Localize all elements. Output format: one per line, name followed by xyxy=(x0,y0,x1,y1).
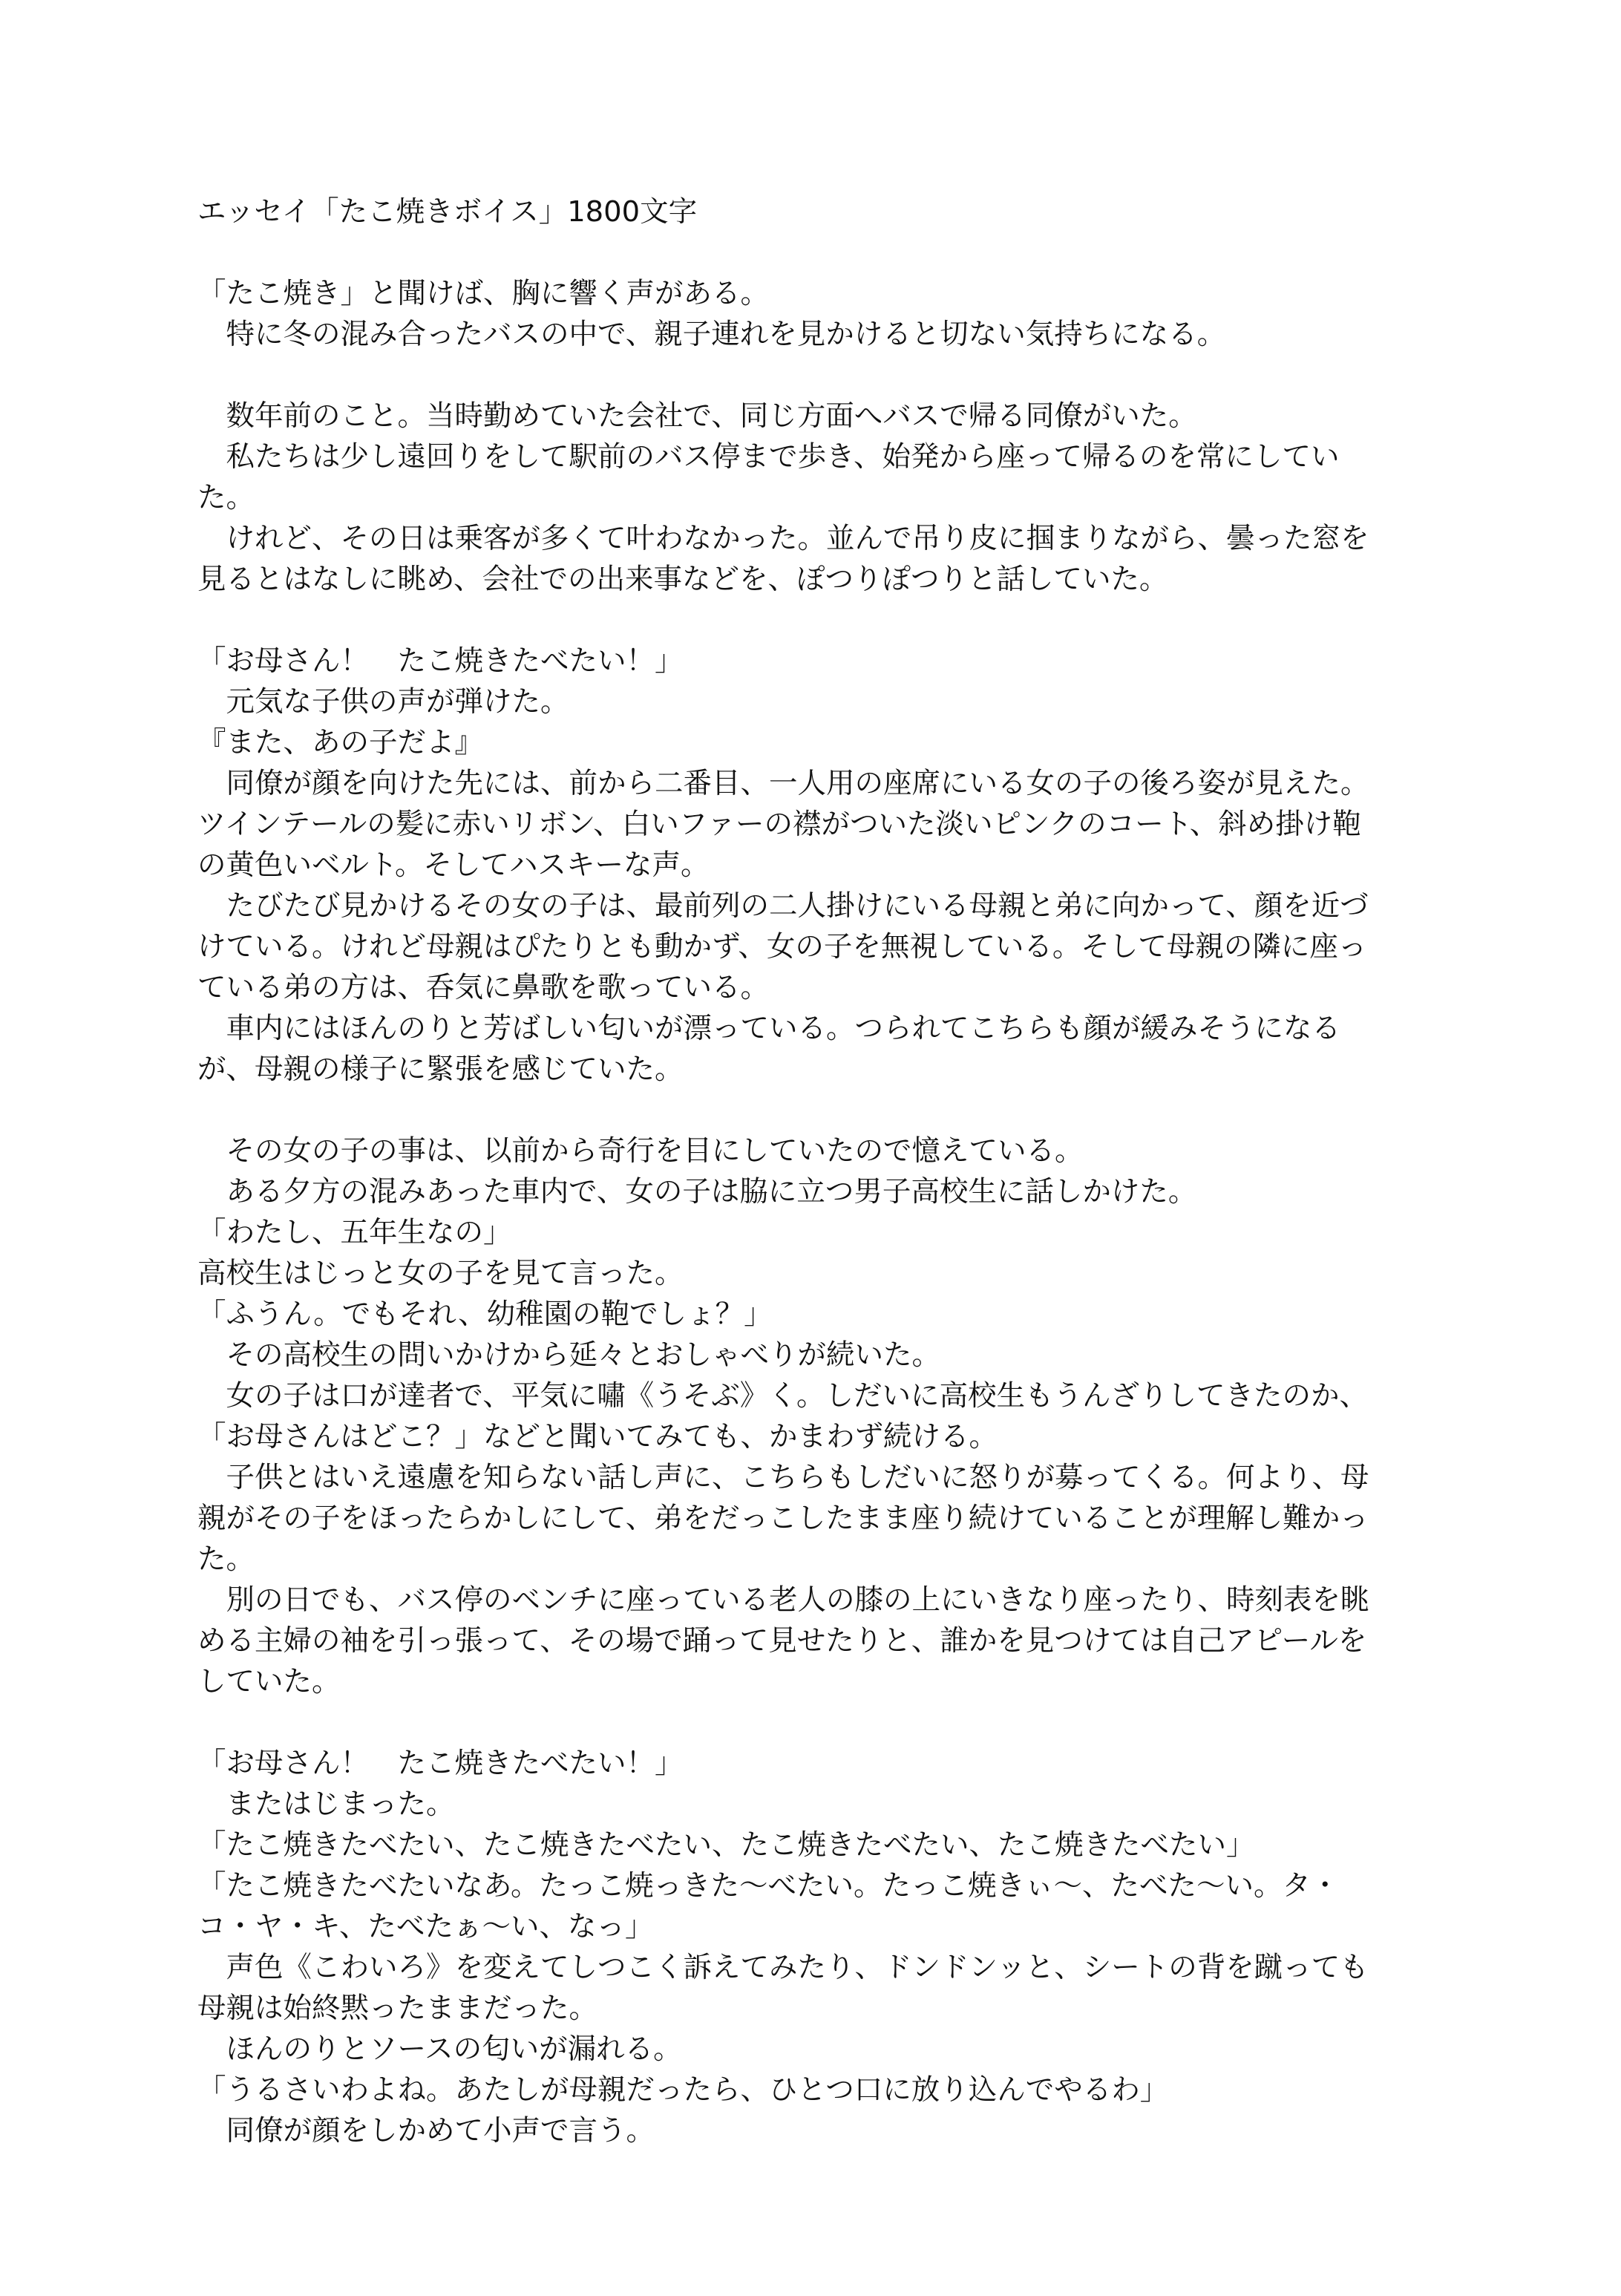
paragraph-5 xyxy=(197,1743,1459,2151)
text-line: たびたび見かけるその女の子は、最前列の二人掛けにいる母親と弟に向かって、顔を近づ xyxy=(197,889,1369,923)
text-line: またはじまった。 xyxy=(197,1788,455,1821)
text-line: けている。けれど母親はぴたりとも動かず、女の子を無視している。そして母親の隣に座っ xyxy=(197,930,1367,964)
text-line: 声色《こわいろ》を変えてしつこく訴えてみたり、ドンドンッと、シートの背を蹴っても xyxy=(197,1951,1369,1984)
text-line: 元気な子供の声が弾けた。 xyxy=(197,685,569,719)
paragraph-gap xyxy=(197,600,1459,641)
text-line: 「わたし、五年生なの」 xyxy=(197,1216,512,1249)
paragraph-4 xyxy=(197,1131,1459,1702)
text-line: 「お母さんはどこ？」などと聞いてみても、かまわず続ける。 xyxy=(197,1420,998,1453)
document-title: エッセイ「たこ焼きボイス」1800文字 xyxy=(197,195,698,229)
text-line: ある夕方の混みあった車内で、女の子は脇に立つ男子高校生に話しかけた。 xyxy=(197,1175,1197,1208)
paragraph-gap xyxy=(197,1090,1459,1131)
text-line: 「お母さん！ たこ焼きたべたい！」 xyxy=(197,644,684,678)
document-page xyxy=(197,192,1459,2151)
text-line: その女の子の事は、以前から奇行を目にしていたので憶えている。 xyxy=(197,1134,1084,1168)
text-line: 見るとはなしに眺め、会社での出来事などを、ぽつりぽつりと話していた。 xyxy=(197,563,1168,596)
text-line: 同僚が顔を向けた先には、前から二番目、一人用の座席にいる女の子の後ろ姿が見えた。 xyxy=(197,767,1369,800)
text-line: た。 xyxy=(197,481,255,514)
text-line: けれど、その日は乗客が多くて叶わなかった。並んで吊り皮に掴まりながら、曇った窓を xyxy=(197,522,1369,555)
text-line: 「たこ焼きたべたいなあ。たっこ焼っきた〜べたい。たっこ焼きぃ〜、たべた〜い。タ・ xyxy=(197,1869,1340,1903)
paragraph-3 xyxy=(197,641,1459,1090)
text-line: 「たこ焼き」と聞けば、胸に響く声がある。 xyxy=(197,277,770,310)
text-line: 子供とはいえ遠慮を知らない話し声に、こちらもしだいに怒りが募ってくる。何より、母 xyxy=(197,1461,1369,1494)
text-line: 女の子は口が達者で、平気に嘯《うそぶ》く。しだいに高校生もうんざりしてきたのか、 xyxy=(197,1379,1368,1413)
text-line: していた。 xyxy=(197,1665,341,1698)
paragraph-gap xyxy=(197,355,1459,396)
text-line: の黄色いベルト。そしてハスキーな声。 xyxy=(197,848,710,882)
paragraph-gap xyxy=(197,1702,1459,1743)
text-line: 『また、あの子だよ』 xyxy=(197,726,484,759)
text-line: た。 xyxy=(197,1543,255,1576)
text-line: 親がその子をほったらかしにして、弟をだっこしたまま座り続けていることが理解し難かっ xyxy=(197,1502,1369,1535)
text-line: 同僚が顔をしかめて小声で言う。 xyxy=(197,2114,655,2148)
paragraph-1 xyxy=(197,273,1459,355)
text-line: ている弟の方は、呑気に鼻歌を歌っている。 xyxy=(197,971,770,1004)
text-line: 高校生はじっと女の子を見て言った。 xyxy=(197,1257,684,1290)
text-line: 数年前のこと。当時勤めていた会社で、同じ方面へバスで帰る同僚がいた。 xyxy=(197,399,1197,433)
text-line: が、母親の様子に緊張を感じていた。 xyxy=(197,1053,684,1086)
text-line: 別の日でも、バス停のベンチに座っている老人の膝の上にいきなり座ったり、時刻表を眺 xyxy=(197,1583,1369,1617)
text-line: 私たちは少し遠回りをして駅前のバス停まで歩き、始発から座って帰るのを常にしてい xyxy=(197,440,1340,474)
text-line: 「ふうん。でもそれ、幼稚園の鞄でしょ？」 xyxy=(197,1298,773,1331)
text-line: 特に冬の混み合ったバスの中で、親子連れを見かけると切ない気持ちになる。 xyxy=(197,318,1226,351)
text-line: 「たこ焼きたべたい、たこ焼きたべたい、たこ焼きたべたい、たこ焼きたべたい」 xyxy=(197,1828,1255,1862)
text-line: コ・ヤ・キ、たべたぁ〜い、なっ」 xyxy=(197,1910,654,1943)
text-line: 車内にはほんのりと芳ばしい匂いが漂っている。つられてこちらも顔が緩みそうになる xyxy=(197,1012,1341,1045)
text-line: 「お母さん！ たこ焼きたべたい！」 xyxy=(197,1747,684,1780)
text-line: ほんのりとソースの匂いが漏れる。 xyxy=(197,2032,682,2066)
paragraph-2 xyxy=(197,396,1459,600)
text-line: 母親は始終黙ったままだった。 xyxy=(197,1992,598,2025)
text-line: 「うるさいわよね。あたしが母親だったら、ひとつ口に放り込んでやるわ」 xyxy=(197,2073,1169,2107)
text-line: その高校生の問いかけから延々とおしゃべりが続いた。 xyxy=(197,1338,941,1372)
text-line: める主婦の袖を引っ張って、その場で踊って見せたりと、誰かを見つけては自己アピールを xyxy=(197,1624,1367,1658)
text-line: ツインテールの髪に赤いリボン、白いファーの襟がついた淡いピンクのコート、斜め掛け鞄 xyxy=(197,808,1361,841)
